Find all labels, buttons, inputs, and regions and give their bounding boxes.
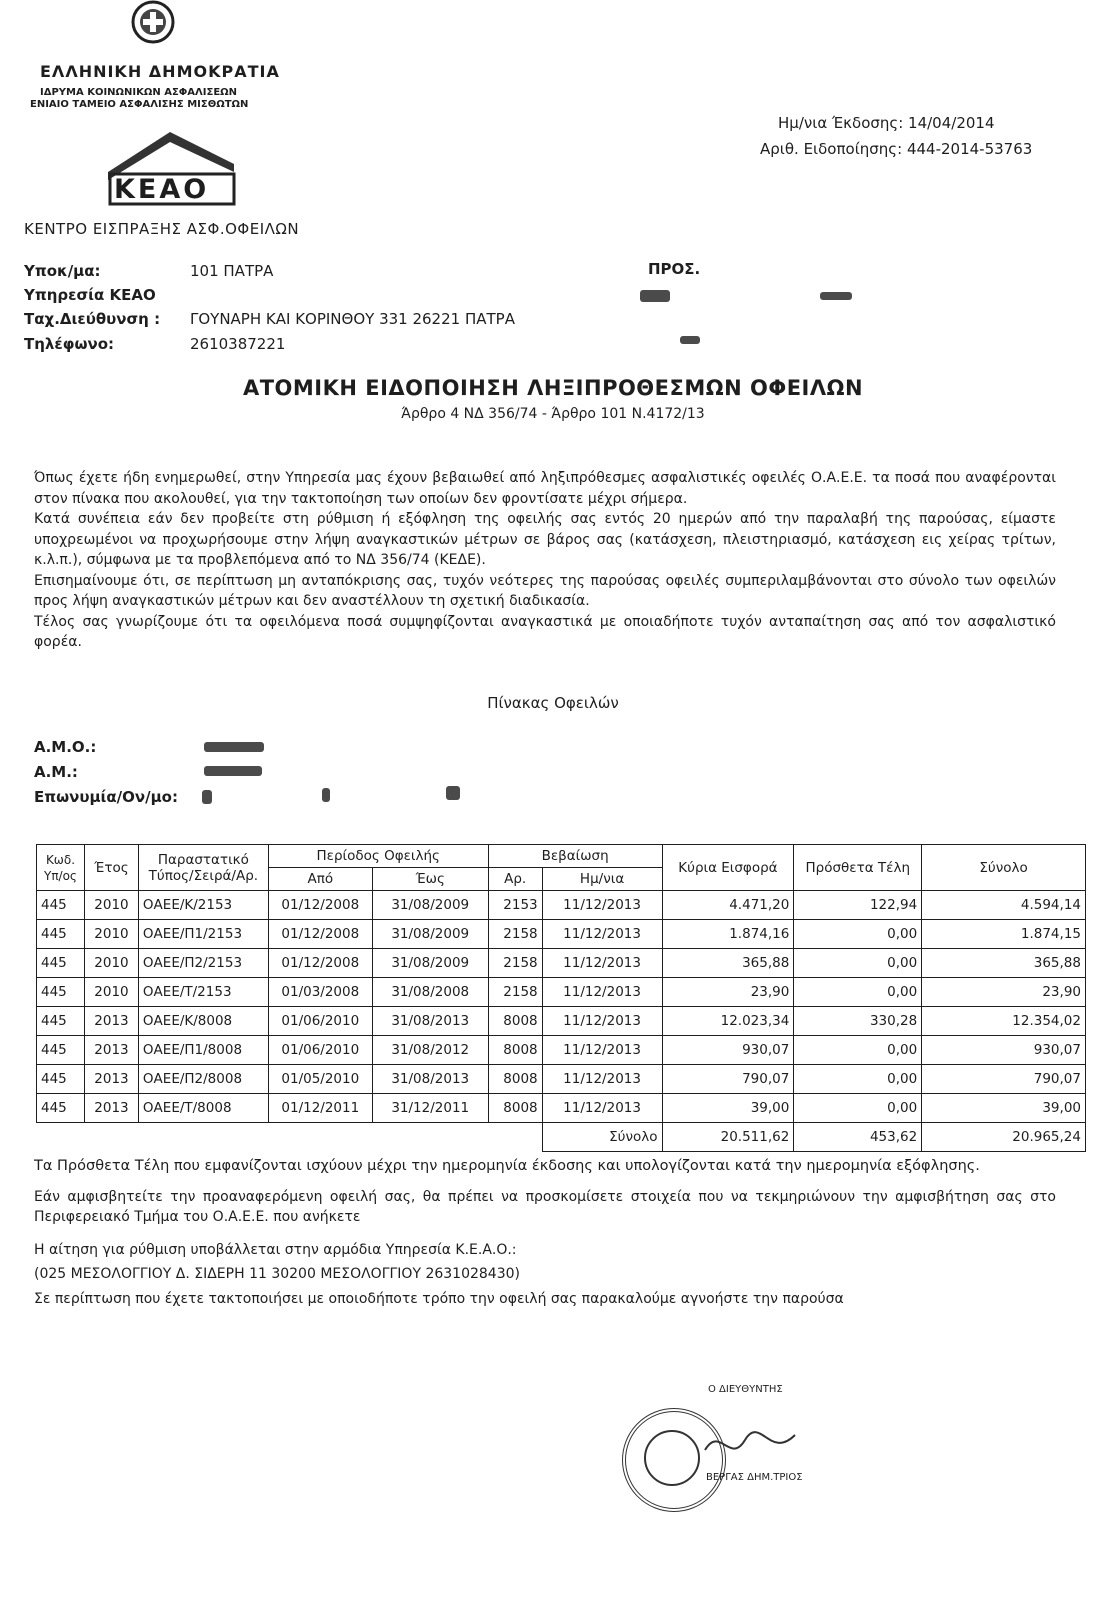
service-label: Υπηρεσία ΚΕΑΟ <box>24 286 156 304</box>
table-row <box>37 949 1086 978</box>
table-row <box>37 1065 1086 1094</box>
phone-label: Τηλέφωνο: <box>24 335 115 353</box>
cell-kyria: 790,07 <box>662 1065 794 1094</box>
cell-eos: 31/08/2009 <box>372 920 488 949</box>
col-header-year: Έτος <box>84 845 138 891</box>
branch-label: Υποκ/μα: <box>24 262 101 280</box>
col-header-total: Σύνολο <box>922 845 1086 891</box>
cell-kyria: 1.874,16 <box>662 920 794 949</box>
cell-synolo: 1.874,15 <box>922 920 1086 949</box>
phone-value: 2610387221 <box>190 335 286 353</box>
keao-logo <box>100 128 242 210</box>
stamp-emblem-icon <box>644 1430 700 1486</box>
cell-parast: ΟΑΕΕ/Κ/8008 <box>138 1007 268 1036</box>
cell-parast: ΟΑΕΕ/Τ/8008 <box>138 1094 268 1123</box>
cell-apo: 01/12/2008 <box>268 949 372 978</box>
cell-eos: 31/08/2013 <box>372 1007 488 1036</box>
cell-ar: 8008 <box>488 1094 542 1123</box>
cell-kod: 445 <box>37 978 85 1007</box>
col-header-document: Παραστατικό Τύπος/Σειρά/Αρ. <box>138 845 268 891</box>
body-paragraph: Κατά συνέπεια εάν δεν προβείτε στη ρύθμιση ή εξόφληση της οφειλής σας εντός 20 ημερών από την παραλαβή της παρούσας, είμαστε υποχρεωμένοι να προχωρήσουμε στην λήψη αναγκαστικών μέτρων σε βάρος σας (κατάσχεση, πλειστηριασμό, κατάσχεση εις χείρας τρίτων, κ.λ.π.), σύμφωνα με τα προβλεπόμενα από το ΝΔ 356/74 (ΚΕΔΕ). <box>34 511 1056 568</box>
table-row <box>37 920 1086 949</box>
table-row <box>37 1007 1086 1036</box>
cell-etos: 2013 <box>84 1036 138 1065</box>
table-row <box>37 891 1086 920</box>
cell-apo: 01/05/2010 <box>268 1065 372 1094</box>
cell-eos: 31/08/2012 <box>372 1036 488 1065</box>
col-header-extra-fees: Πρόσθετα Τέλη <box>794 845 922 891</box>
cell-kyria: 4.471,20 <box>662 891 794 920</box>
cell-ar: 2158 <box>488 949 542 978</box>
cell-hmnia: 11/12/2013 <box>542 1094 662 1123</box>
address-value: ΓΟΥΝΑΡΗ ΚΑΙ ΚΟΡΙΝΘΟΥ 331 26221 ΠΑΤΡΑ <box>190 310 515 328</box>
cell-kod: 445 <box>37 1065 85 1094</box>
cell-etos: 2010 <box>84 920 138 949</box>
cell-prosth: 0,00 <box>794 1094 922 1123</box>
cell-parast: ΟΑΕΕ/Τ/2153 <box>138 978 268 1007</box>
table-row <box>37 978 1086 1007</box>
redaction-mark <box>446 786 460 800</box>
cell-ar: 8008 <box>488 1065 542 1094</box>
branch-value: 101 ΠΑΤΡΑ <box>190 262 274 280</box>
cell-apo: 01/12/2008 <box>268 891 372 920</box>
col-header-code: Κωδ. Υπ/ος <box>37 845 85 891</box>
cell-parast: ΟΑΕΕ/Π1/8008 <box>138 1036 268 1065</box>
cell-eos: 31/08/2009 <box>372 891 488 920</box>
cell-ar: 2158 <box>488 978 542 1007</box>
org-line-2: ΕΝΙΑΙΟ ΤΑΜΕΙΟ ΑΣΦΑΛΙΣΗΣ ΜΙΣΘΩΤΩΝ <box>30 99 249 110</box>
cell-apo: 01/06/2010 <box>268 1007 372 1036</box>
cell-parast: ΟΑΕΕ/Π1/2153 <box>138 920 268 949</box>
cell-prosth: 0,00 <box>794 920 922 949</box>
cell-prosth: 0,00 <box>794 1036 922 1065</box>
total-amount: 20.965,24 <box>922 1123 1086 1152</box>
cell-kyria: 365,88 <box>662 949 794 978</box>
cell-parast: ΟΑΕΕ/Π2/8008 <box>138 1065 268 1094</box>
cell-etos: 2013 <box>84 1094 138 1123</box>
table-total-row <box>37 1123 1086 1152</box>
cell-synolo: 4.594,14 <box>922 891 1086 920</box>
cell-apo: 01/12/2008 <box>268 920 372 949</box>
cell-prosth: 0,00 <box>794 949 922 978</box>
cell-hmnia: 11/12/2013 <box>542 920 662 949</box>
cell-kyria: 12.023,34 <box>662 1007 794 1036</box>
cell-kod: 445 <box>37 949 85 978</box>
signatory-title: Ο ΔΙΕΥΘΥΝΤΗΣ <box>708 1384 783 1395</box>
cell-prosth: 0,00 <box>794 978 922 1007</box>
am-label: Α.Μ.: <box>34 763 78 781</box>
cell-hmnia: 11/12/2013 <box>542 949 662 978</box>
notice-number-line <box>760 140 1032 158</box>
cell-parast: ΟΑΕΕ/Π2/2153 <box>138 949 268 978</box>
settlement-note: Η αίτηση για ρύθμιση υποβάλλεται στην αρμόδια Υπηρεσία Κ.Ε.Α.Ο.: <box>34 1241 517 1258</box>
address-label: Ταχ.Διεύθυνση : <box>24 310 161 328</box>
col-header-to: Έως <box>372 868 488 891</box>
keao-logo-text: ΚΕΑΟ <box>114 174 210 205</box>
cell-hmnia: 11/12/2013 <box>542 1036 662 1065</box>
total-extra-fees: 453,62 <box>794 1123 922 1152</box>
col-header-from: Από <box>268 868 372 891</box>
footer-notes <box>34 1156 1056 1309</box>
table-row <box>37 1094 1086 1123</box>
cell-eos: 31/12/2011 <box>372 1094 488 1123</box>
cell-eos: 31/08/2009 <box>372 949 488 978</box>
debts-table <box>36 844 1086 1152</box>
cell-synolo: 930,07 <box>922 1036 1086 1065</box>
cell-apo: 01/06/2010 <box>268 1036 372 1065</box>
col-header-number: Αρ. <box>488 868 542 891</box>
cell-parast: ΟΑΕΕ/Κ/2153 <box>138 891 268 920</box>
notice-number-value: 444-2014-53763 <box>906 140 1033 158</box>
cell-etos: 2010 <box>84 891 138 920</box>
cell-prosth: 122,94 <box>794 891 922 920</box>
col-header-period: Περίοδος Οφειλής <box>268 845 488 868</box>
cell-hmnia: 11/12/2013 <box>542 978 662 1007</box>
cell-etos: 2010 <box>84 978 138 1007</box>
document-subtitle: Άρθρο 4 ΝΔ 356/74 - Άρθρο 101 Ν.4172/13 <box>401 406 705 422</box>
notice-body <box>34 468 1056 653</box>
cell-etos: 2013 <box>84 1007 138 1036</box>
cell-etos: 2013 <box>84 1065 138 1094</box>
amo-label: Α.Μ.Ο.: <box>34 738 97 756</box>
total-label: Σύνολο <box>542 1123 662 1152</box>
redaction-mark <box>322 788 330 802</box>
cell-synolo: 39,00 <box>922 1094 1086 1123</box>
cell-ar: 2158 <box>488 920 542 949</box>
redaction-mark <box>640 290 670 302</box>
cell-ar: 8008 <box>488 1036 542 1065</box>
col-header-date: Ημ/νια <box>542 868 662 891</box>
cell-eos: 31/08/2008 <box>372 978 488 1007</box>
issue-date-value: 14/04/2014 <box>908 114 995 132</box>
redaction-mark <box>202 790 212 804</box>
collection-center-name: ΚΕΝΤΡΟ ΕΙΣΠΡΑΞΗΣ ΑΣΦ.ΟΦΕΙΛΩΝ <box>24 220 300 238</box>
office-address: (025 ΜΕΣΟΛΟΓΓΙΟΥ Δ. ΣΙΔΕΡΗ 11 30200 ΜΕΣΟΛΟΓΓΙΟΥ 2631028430) <box>34 1266 520 1282</box>
cell-kyria: 23,90 <box>662 978 794 1007</box>
redaction-mark <box>204 766 262 776</box>
cell-hmnia: 11/12/2013 <box>542 891 662 920</box>
redaction-mark <box>680 336 700 344</box>
cell-synolo: 790,07 <box>922 1065 1086 1094</box>
cell-synolo: 365,88 <box>922 949 1086 978</box>
name-label: Επωνυμία/Ον/μο: <box>34 788 178 806</box>
cell-kod: 445 <box>37 891 85 920</box>
fees-note: Τα Πρόσθετα Τέλη που εμφανίζονται ισχύουν μέχρι την ημερομηνία έκδοσης και υπολογίζονται κατά την ημερομηνία εξόφλησης. <box>34 1158 980 1174</box>
body-paragraph: Επισημαίνουμε ότι, σε περίπτωση μη ανταπόκρισης σας, τυχόν νεότερες της παρούσας οφειλές συμπεριλαμβάνονται στο σύνολο των οφειλών προς λήψη αναγκαστικών μέτρων και δεν αναστέλλουν τη σχετική διαδικασία. <box>34 572 1056 609</box>
issue-date-line <box>778 114 995 132</box>
body-paragraph: Όπως έχετε ήδη ενημερωθεί, στην Υπηρεσία μας έχουν βεβαιωθεί από ληξιπρόθεσμες ασφαλιστικές οφειλές Ο.Α.Ε.Ε. τα ποσά που αναφέρονται στον πίνακα που ακολουθεί, για την τακτοποίηση των οποίων δεν φροντίσατε μέχρι σήμερα. <box>34 470 1056 507</box>
cell-kod: 445 <box>37 1036 85 1065</box>
issue-date-label: Ημ/νια Έκδοσης: <box>778 114 904 132</box>
cell-ar: 2153 <box>488 891 542 920</box>
cell-kod: 445 <box>37 1094 85 1123</box>
cell-apo: 01/12/2011 <box>268 1094 372 1123</box>
col-header-certification: Βεβαίωση <box>488 845 662 868</box>
dispute-note: Εάν αμφισβητείτε την προαναφερόμενη οφειλή σας, θα πρέπει να προσκομίσετε στοιχεία που να τεκμηριώνουν την αμφισβήτηση σας στο Περιφερειακό Τμήμα του Ο.Α.Ε.Ε. που ανήκετε <box>34 1188 1056 1225</box>
signature-scribble-icon <box>700 1420 800 1470</box>
cell-eos: 31/08/2013 <box>372 1065 488 1094</box>
cell-kod: 445 <box>37 920 85 949</box>
country-name: ΕΛΛΗΝΙΚΗ ΔΗΜΟΚΡΑΤΙΑ <box>40 62 280 81</box>
cell-ar: 8008 <box>488 1007 542 1036</box>
issuer-block <box>30 62 300 110</box>
cell-kyria: 39,00 <box>662 1094 794 1123</box>
cell-hmnia: 11/12/2013 <box>542 1065 662 1094</box>
redaction-mark <box>204 742 264 752</box>
table-row <box>37 1036 1086 1065</box>
document-title: ΑΤΟΜΙΚΗ ΕΙΔΟΠΟΙΗΣΗ ΛΗΞΙΠΡΟΘΕΣΜΩΝ ΟΦΕΙΛΩΝ <box>242 376 864 400</box>
cell-synolo: 23,90 <box>922 978 1086 1007</box>
recipient-label: ΠΡΟΣ. <box>648 260 701 278</box>
signatory-name: ΒΕΡΓΑΣ ΔΗΜ.ΤΡΙΟΣ <box>706 1472 803 1483</box>
cell-kyria: 930,07 <box>662 1036 794 1065</box>
cell-apo: 01/03/2008 <box>268 978 372 1007</box>
cell-prosth: 0,00 <box>794 1065 922 1094</box>
greek-emblem-icon <box>128 0 178 46</box>
cell-hmnia: 11/12/2013 <box>542 1007 662 1036</box>
cell-prosth: 330,28 <box>794 1007 922 1036</box>
cell-kod: 445 <box>37 1007 85 1036</box>
cell-etos: 2010 <box>84 949 138 978</box>
debts-table-title: Πίνακας Οφειλών <box>487 694 619 712</box>
cell-synolo: 12.354,02 <box>922 1007 1086 1036</box>
col-header-main-contribution: Κύρια Εισφορά <box>662 845 794 891</box>
body-paragraph: Τέλος σας γνωρίζουμε ότι τα οφειλόμενα ποσά συμψηφίζονται αναγκαστικά με οποιαδήποτε τυχόν ανταπαίτηση σας από τον ασφαλιστικό φορέα. <box>34 613 1056 650</box>
total-main-contribution: 20.511,62 <box>662 1123 794 1152</box>
org-line-1: ΙΔΡΥΜΑ ΚΟΙΝΩΝΙΚΩΝ ΑΣΦΑΛΙΣΕΩΝ <box>40 87 238 98</box>
notice-number-label: Αριθ. Ειδοποίησης: <box>760 140 903 158</box>
redaction-mark <box>820 292 852 300</box>
ignore-note: Σε περίπτωση που έχετε τακτοποιήσει με οποιοδήποτε τρόπο την οφειλή σας παρακαλούμε αγνοήστε την παρούσα <box>34 1290 844 1307</box>
